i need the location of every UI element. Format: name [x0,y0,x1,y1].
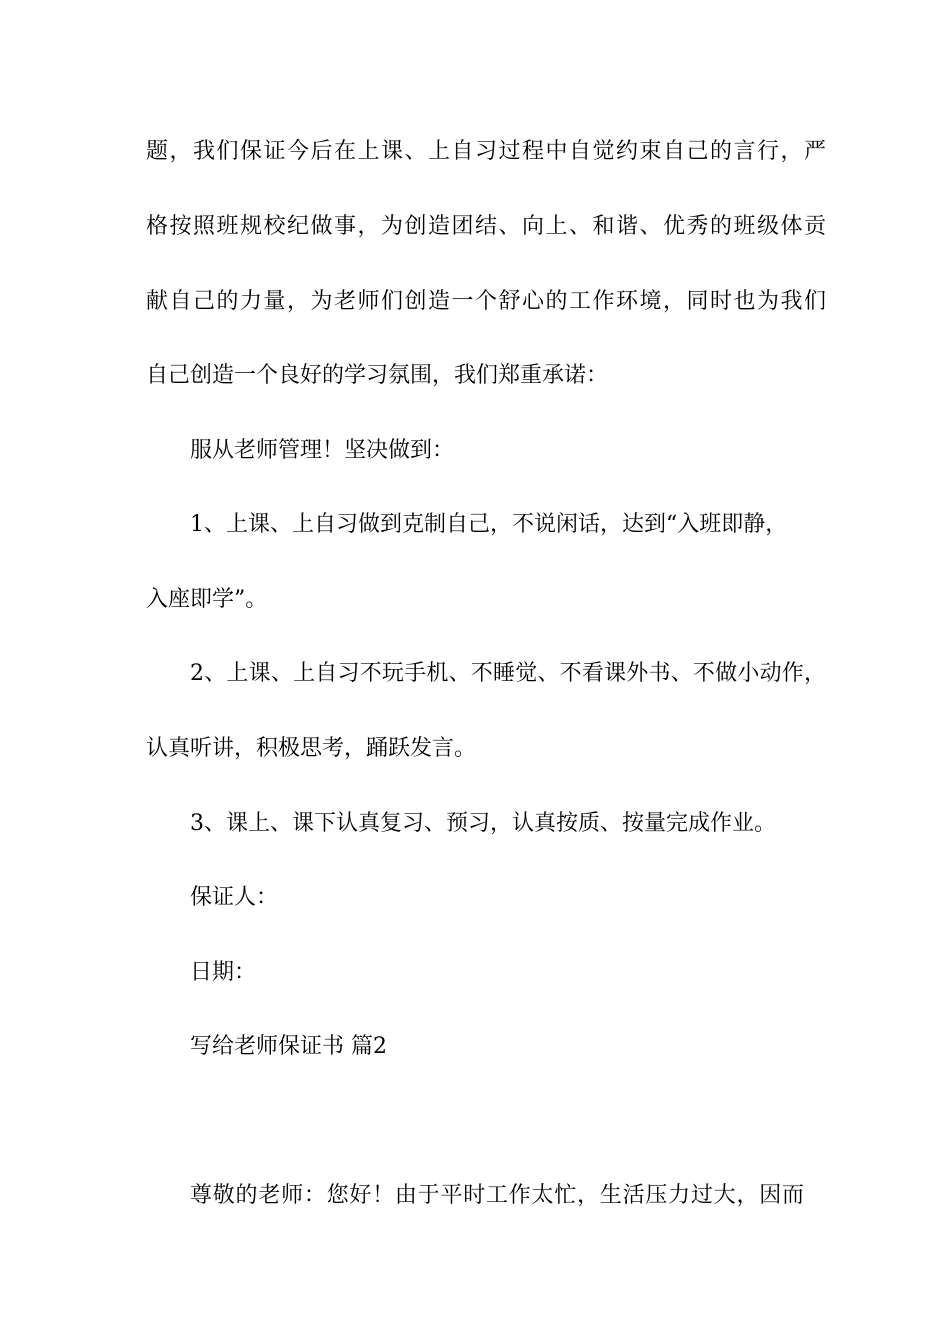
section-intro: 服从老师管理！坚决做到： [190,438,455,463]
list-item-3: 3、课上、课下认真复习、预习，认真按质、按量完成作业。 [190,811,776,836]
list-item-2-continuation: 认真听讲，积极思考，踊跃发言。 [146,736,477,761]
body-paragraph-line: 自己创造一个良好的学习氛围，我们郑重承诺： [146,363,609,388]
salutation-line: 尊敬的老师：您好！由于平时工作太忙，生活压力过大，因而 [190,1183,804,1208]
body-paragraph-line: 题，我们保证今后在上课、上自习过程中自觉约束自己的言行，严 [146,139,826,164]
list-item-2: 2、上课、上自习不玩手机、不睡觉、不看课外书、不做小动作， [190,661,826,686]
body-paragraph-line: 献自己的力量，为老师们创造一个舒心的工作环境，同时也为我们 [146,289,826,314]
list-item-1: 1、上课、上自习做到克制自己，不说闲话，达到“入班即静， [190,512,788,537]
list-item-1-continuation: 入座即学”。 [146,587,268,612]
date-label: 日期： [190,960,257,985]
section-heading: 写给老师保证书 篇2 [190,1034,387,1059]
guarantor-label: 保证人： [190,885,279,910]
body-paragraph-line: 格按照班规校纪做事，为创造团结、向上、和谐、优秀的班级体贡 [146,214,826,239]
